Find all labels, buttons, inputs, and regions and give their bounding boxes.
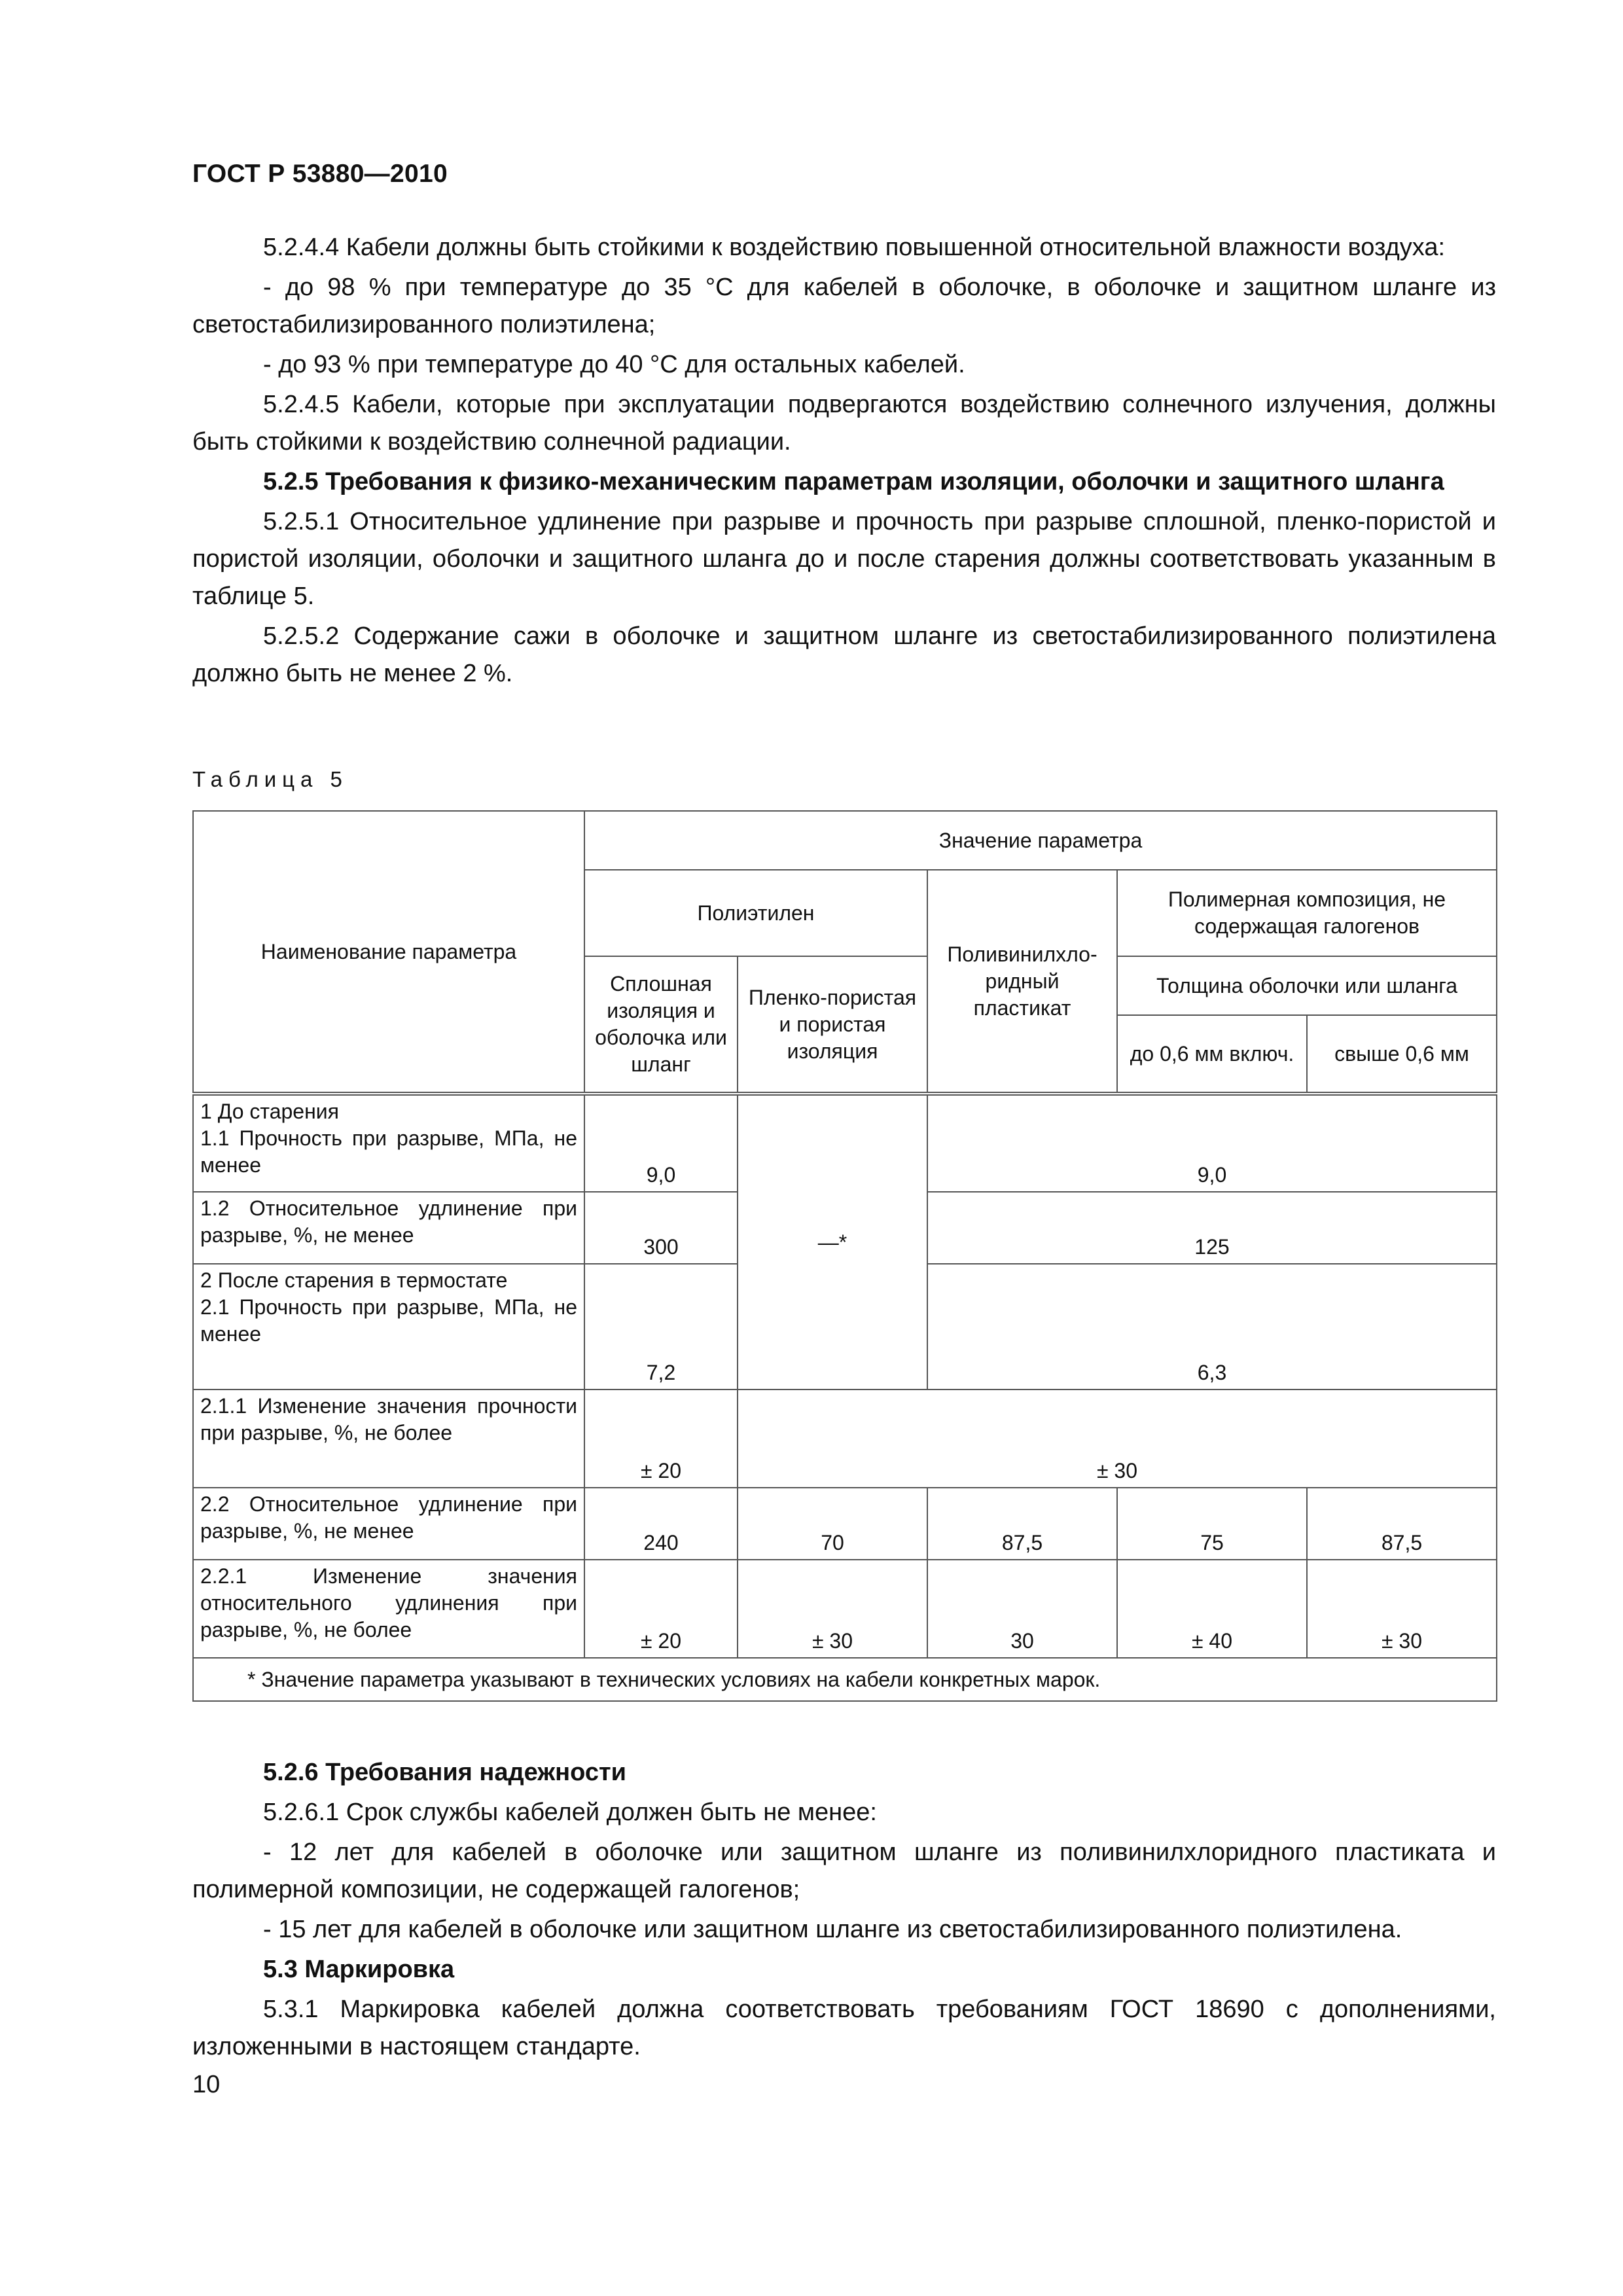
table-cell: 6,3 [927,1264,1497,1390]
table-cell: 9,0 [927,1094,1497,1192]
paragraph: 5.2.4.4 Кабели должны быть стойкими к воздействию повышенной относительной влажности воздуха: [263,234,1446,261]
table-cell: 9,0 [584,1094,738,1192]
header-up-to: до 0,6 мм включ. [1117,1015,1307,1094]
header-solid: Сплошная изоляция и оболочка или шланг [584,956,738,1094]
body-text-after-table [192,1754,1496,2068]
table-cell: ± 30 [1307,1560,1497,1658]
row-name [193,1264,584,1390]
section-heading: 5.3 Маркировка [263,1956,455,1983]
table-cell: ± 20 [584,1390,738,1488]
header-polyethylene: Полиэтилен [584,870,927,956]
section-heading: 5.2.6 Требования надежности [263,1759,626,1786]
table-cell: 30 [927,1560,1117,1658]
table-cell: 75 [1117,1488,1307,1560]
table-cell: ± 30 [738,1560,927,1658]
table-cell: ± 20 [584,1560,738,1658]
row-name: 2.1.1 Изменение значения прочности при разрыве, %, не более [193,1390,584,1488]
table-cell: ± 40 [1117,1560,1307,1658]
row-name: 2.2.1 Изменение значения относительного удлинения при разрыве, %, не более [193,1560,584,1658]
paragraph: 5.2.4.5 Кабели, которые при эксплуатации подвергаются воздействию солнечного излучения, должны быть стойкими к воздействию солнечной радиации. [192,391,1496,456]
row-name-line: 1.1 Прочность при разрыве, МПа, не менее [200,1126,577,1177]
header-thickness: Толщина оболочки или шланга [1117,956,1497,1015]
paragraph: - 12 лет для кабелей в оболочке или защитном шланге из поливинилхлоридного пластиката и полимерной композиции, не содержащей галогенов; [192,1839,1496,1903]
table-caption: Таблица 5 [192,767,348,791]
table-cell: 125 [927,1192,1497,1264]
table-cell: 87,5 [1307,1488,1497,1560]
header-over: свыше 0,6 мм [1307,1015,1497,1094]
header-param-value: Значение параметра [584,811,1497,870]
table-cell: —* [738,1094,927,1390]
table-5 [192,810,1497,1702]
row-name [193,1094,584,1192]
page-number: 10 [192,2071,221,2098]
table-cell: ± 30 [738,1390,1497,1488]
body-text [192,229,1496,695]
row-name: 2.2 Относительное удлинение при разрыве, %, не менее [193,1488,584,1560]
paragraph: 5.3.1 Маркировка кабелей должна соответствовать требованиям ГОСТ 18690 с дополнениями, изложенными в настоящем стандарте. [192,1996,1496,2060]
table-cell: 7,2 [584,1264,738,1390]
table-cell: 300 [584,1192,738,1264]
paragraph: 5.2.5.1 Относительное удлинение при разрыве и прочность при разрыве сплошной, пленко-пористой и пористой изоляции, оболочки и защитного шланга до и после старения должны соответствовать указанным в таблице 5. [192,508,1496,610]
row-name-line: 2.1 Прочность при разрыве, МПа, не менее [200,1295,577,1346]
table-cell: 240 [584,1488,738,1560]
paragraph: 5.2.5.2 Содержание сажи в оболочке и защитном шланге из светостабилизированного полиэтилена должно быть не менее 2 %. [192,622,1496,687]
header-pvc: Поливинилхло-ридный пластикат [927,870,1117,1094]
paragraph: - 15 лет для кабелей в оболочке или защитном шланге из светостабилизированного полиэтилена. [263,1916,1402,1943]
section-heading: 5.2.5 Требования к физико-механическим параметрам изоляции, оболочки и защитного шланга [263,468,1444,495]
document-header: ГОСТ Р 53880—2010 [192,160,448,188]
table-cell: 70 [738,1488,927,1560]
paragraph: - до 93 % при температуре до 40 °С для остальных кабелей. [263,351,965,378]
header-foam: Пленко-пористая и пористая изоляция [738,956,927,1094]
table-cell: 87,5 [927,1488,1117,1560]
header-halogen-free: Полимерная композиция, не содержащая галогенов [1117,870,1497,956]
row-name: 1.2 Относительное удлинение при разрыве, %, не менее [193,1192,584,1264]
row-name-line: 2 После старения в термостате [200,1268,508,1292]
paragraph: 5.2.6.1 Срок службы кабелей должен быть не менее: [263,1799,877,1826]
table-footnote: * Значение параметра указывают в технических условиях на кабели конкретных марок. [193,1658,1497,1701]
header-param-name: Наименование параметра [193,811,584,1094]
paragraph: - до 98 % при температуре до 35 °С для кабелей в оболочке, в оболочке и защитном шланге из светостабилизированного полиэтилена; [192,274,1496,338]
row-name-line: 1 До старения [200,1100,339,1123]
